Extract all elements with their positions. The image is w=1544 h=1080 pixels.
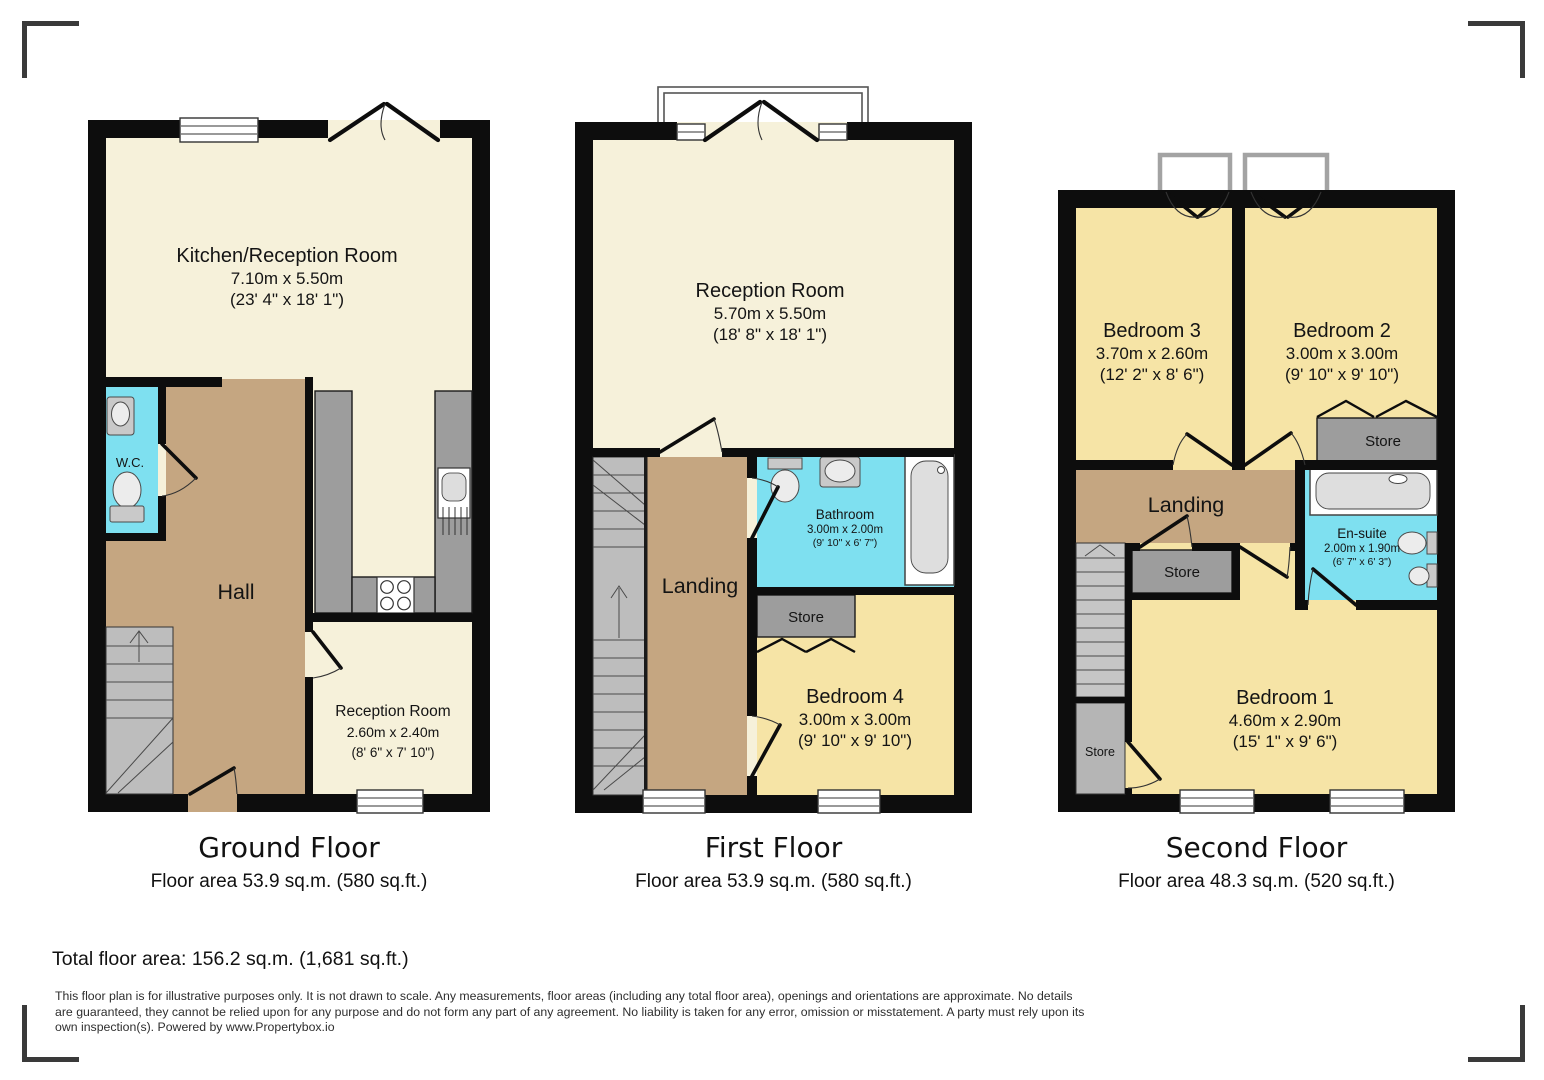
bathroom-sink-icon <box>820 457 860 487</box>
ground-french-doors <box>328 104 440 142</box>
ground-floor-title: Ground Floor <box>198 831 380 864</box>
bedroom2-label: Bedroom 2 <box>1293 320 1391 342</box>
second-floor-plan <box>1048 148 1462 820</box>
second-store-bottom-label: Store <box>1085 745 1115 759</box>
ensuite-label: En-suite <box>1337 526 1387 541</box>
bathroom-dim-imperial: (9' 10" x 6' 7") <box>812 537 878 549</box>
kitchen-label: Kitchen/Reception Room <box>176 245 398 267</box>
disclaimer-text: This floor plan is for illustrative purposes only. It is not drawn to scale. Any measurements, floor areas (including any total floor area), openings and orientations are approximate. No details are guaranteed, they cannot be relied upon for any purpose and do not form any part of any agreement. No liability is taken for any error, omission or misstatement. A party must rely upon its own inspection(s). Powered by www.Propertybox.io <box>55 989 1085 1035</box>
bedroom4-label: Bedroom 4 <box>806 686 904 708</box>
kitchen-dim-imperial: (23' 4" x 18' 1") <box>229 290 345 309</box>
kitchen-dim-metric: 7.10m x 5.50m <box>230 269 344 288</box>
ensuite-toilet-icon <box>1398 532 1437 554</box>
first-floor-plan <box>565 78 980 820</box>
bedroom1-dim-metric: 4.60m x 2.90m <box>1228 711 1342 730</box>
bedroom2-dim-metric: 3.00m x 3.00m <box>1285 344 1399 363</box>
first-bottom-window-right <box>818 790 880 813</box>
first-floor-area: Floor area 53.9 sq.m. (580 sq.ft.) <box>635 871 912 892</box>
ground-floor-area: Floor area 53.9 sq.m. (580 sq.ft.) <box>150 871 428 892</box>
bathroom-dim-metric: 3.00m x 2.00m <box>806 524 884 536</box>
second-floor-area: Floor area 48.3 sq.m. (520 sq.ft.) <box>1118 871 1395 892</box>
ensuite-dim-metric: 2.00m x 1.90m <box>1323 543 1401 555</box>
ground-stairs <box>106 627 173 794</box>
wc-sink-icon <box>107 397 134 435</box>
second-landing-label: Landing <box>1147 493 1225 517</box>
first-landing-label: Landing <box>661 574 739 598</box>
bedroom4-dim-imperial: (9' 10" x 9' 10") <box>797 731 913 750</box>
bedroom3-dim-metric: 3.70m x 2.60m <box>1095 344 1209 363</box>
first-landing-floor <box>647 457 747 795</box>
dormer-windows <box>1160 155 1327 195</box>
first-reception-dim-metric: 5.70m x 5.50m <box>713 304 827 323</box>
hall-label: Hall <box>217 580 255 604</box>
corner-mark-top-right <box>1468 21 1525 78</box>
total-floor-area: Total floor area: 156.2 sq.m. (1,681 sq.ft.) <box>52 948 409 970</box>
bedroom3-dim-imperial: (12' 2" x 8' 6") <box>1099 365 1205 384</box>
bedroom2-dim-imperial: (9' 10" x 9' 10") <box>1284 365 1400 384</box>
ground-reception-label: Reception Room <box>335 703 451 720</box>
ground-top-window <box>180 118 258 142</box>
corner-mark-bottom-right <box>1468 1005 1525 1062</box>
bathtub-icon <box>905 455 954 585</box>
second-stairs-floor <box>1076 543 1125 697</box>
corner-mark-top-left <box>22 21 79 78</box>
ground-reception-dim-metric: 2.60m x 2.40m <box>346 724 440 740</box>
second-store-top-label: Store <box>1365 433 1401 450</box>
first-floor-title: First Floor <box>704 831 843 864</box>
bedroom1-dim-imperial: (15' 1" x 9' 6") <box>1232 732 1338 751</box>
first-store-label: Store <box>788 609 824 626</box>
wc-toilet-icon <box>110 472 144 522</box>
ensuite-dim-imperial: (6' 7" x 6' 3") <box>1332 556 1392 568</box>
first-reception-label: Reception Room <box>695 280 845 302</box>
bedroom4-dim-metric: 3.00m x 3.00m <box>798 710 912 729</box>
second-bottom-window-right <box>1330 790 1404 813</box>
ground-bottom-window <box>357 790 423 813</box>
second-bottom-window-left <box>1180 790 1254 813</box>
hob-icon <box>377 577 414 613</box>
bedroom3-label: Bedroom 3 <box>1103 320 1201 342</box>
ensuite-bathtub-icon <box>1310 467 1437 515</box>
second-floor-title: Second Floor <box>1165 831 1348 864</box>
balcony <box>658 87 868 125</box>
bathroom-label: Bathroom <box>815 507 875 522</box>
second-store-mid-label: Store <box>1164 564 1200 581</box>
ground-floor-plan <box>78 85 502 819</box>
first-bottom-window-left <box>643 790 705 813</box>
wc-label: W.C. <box>115 455 145 470</box>
first-reception-dim-imperial: (18' 8" x 18' 1") <box>712 325 828 344</box>
ground-reception-dim-imperial: (8' 6" x 7' 10") <box>351 745 435 760</box>
bedroom1-label: Bedroom 1 <box>1236 687 1334 709</box>
